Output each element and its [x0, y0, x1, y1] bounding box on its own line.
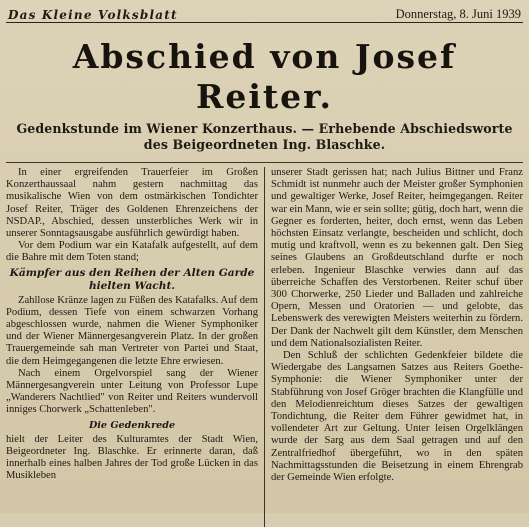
paragraph: unserer Stadt gerissen hat; nach Julius Bittner und Franz Schmidt ist nunmehr auch der Meister großer Symphonien und gewaltiger Werke, Josef Reiter, heimgegangen. Reiter war ein Mann, wie er sein sollte; gütig, doch hart, wenn die Gegner es forderten, heiter, doch ernst, wenn das Leben höchsten Einsatz verlangte, bescheiden und schlicht, doch mutig und kraftvoll, wenn es zu bekennen galt. Den Sieg seines Glaubens an Großdeutschland durfte er noch erleben. Ingenieur Blaschke verwies dann auf das überreiche Schaffen des Verstorbenen. Reiter schuf über 300 Chorwerke, 250 Lieder und Balladen und zahlreiche Opern, Messen und Oratorien — und gelobte, das Lebenswerk des verewigten Meisters weiterhin zu fördern. Der Dank der Nachwelt gilt dem Künstler, dem Menschen und dem Nationalsozialisten Reiter. — [271, 167, 523, 349]
section-heading: Kämpfer aus den Reihen der Alten Garde hielten Wacht. — [9, 266, 255, 292]
paragraph: Vor dem Podium war ein Katafalk aufgestellt, auf dem die Bahre mit dem Toten stand; — [6, 240, 258, 264]
section-heading: Die Gedenkrede — [88, 419, 176, 431]
article-body — [6, 162, 523, 527]
subhead-line-1: Gedenkstunde im Wiener Konzerthaus. — Erhebende Abschiedsworte — [16, 121, 513, 136]
article-headline: Abschied von Josef Reiter. — [72, 37, 457, 116]
paragraph: Den Schluß der schlichten Gedenkfeier bildete die Wiedergabe des Langsamen Satzes aus Reiters Goethe-Symphonie: die Wiener Symphoniker unter der Stabführung von Josef Gröger brachten die Klangfülle und den Melodienreichtum dieses Satzes der gewaltigen Tondichtung, die Reiter dem Führer gewidmet hat, in vollendeter Art zur Geltung. Unter leisen Orgelklängen wurde der Sarg aus dem Saal getragen und auf den Zentralfriedhof übergeführt, wo in den späten Nachmittagsstunden die Beisetzung in einem Ehrengrab der Gemeinde Wien erfolgte. — [271, 350, 523, 484]
left-column — [6, 167, 265, 527]
issue-date: Donnerstag, 8. Juni 1939 — [395, 7, 521, 21]
paragraph: Zahllose Kränze lagen zu Füßen des Katafalks. Auf dem Podium, dessen Tiefe von einem schwarzen Vorhang abgeschlossen wurde, nahmen die Wiener Symphoniker und der Wiener Männergesangverein Platz. In der großen Trauergemeinde sah man Vertreter von Partei und Staat, die dem Heimgegangenen die letzte Ehre erwiesen. — [6, 294, 258, 367]
subhead-line-2: des Beigeordneten Ing. Blaschke. — [143, 137, 386, 152]
paragraph: In einer ergreifenden Trauerfeier im Großen Konzerthaussaal nahm gestern nachmittag das musikalische Wien von dem ostmärkischen Tondichter Josef Reiter, Träger des Goldenen Ehrenzeichens der NSDAP., Abschied, dessen unsterbliches Werk wir in unserer Sonntagsausgabe ausführlich gewürdigt haben. — [6, 167, 258, 240]
paper-name: Das Kleine Volksblatt — [8, 8, 178, 22]
paragraph: hielt der Leiter des Kulturamtes der Stadt Wien, Beigeordneter Ing. Blaschke. Er erinnerte daran, daß innerhalb eines halben Jahres der Tod große Lücken in das Musikleben — [6, 433, 258, 482]
masthead — [6, 0, 523, 23]
article-subhead — [6, 121, 523, 153]
paragraph: Nach einem Orgelvorspiel sang der Wiener Männergesangverein unter Leitung von Professor Lupe „Wanderers Nachtlied" von Reiter und Reiters wundervoll inniges Chorwerk „Schattenleben". — [6, 367, 258, 416]
right-column — [265, 167, 523, 527]
